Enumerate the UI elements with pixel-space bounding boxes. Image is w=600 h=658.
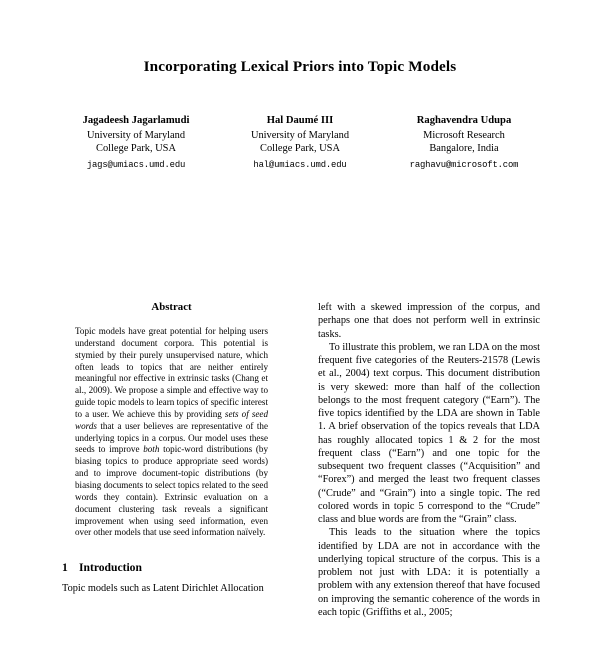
author-block-3 [382,114,546,172]
section-number: 1 [62,561,68,575]
abstract-part-2: that a user believes are representative of the underlying topics in a corpus. Our model uses these seeds to improve [75,420,268,455]
paper-page [0,58,600,658]
section-title: Introduction [79,561,142,575]
author-affiliation-line1: University of Maryland [86,129,186,141]
author-email[interactable]: jags@umiacs.umd.edu [86,159,186,170]
abstract-italic-seed-words: sets of seed words [75,408,268,431]
intro-paragraph-1: Topic models such as Latent Dirichlet Allocation [62,583,264,595]
author-email[interactable]: raghavu@microsoft.com [409,159,519,170]
abstract-part-3: topic-word distributions (by biasing topics to produce appropriate seed words) and to improve document-topic distributions (by biasing documents to select topics related to the seed words they contain). Extrinsic evaluation on a document clustering task reveals a significant improvement when using seed information, even over other models that use seed information naïvely. [75,444,268,538]
section-heading-introduction [62,561,281,575]
author-name: Hal Daumé III [266,115,334,127]
author-block-2 [218,114,382,172]
abstract-part-1: Topic models have great potential for helping users understand document corpora. This potential is stymied by their purely unsupervised nature, which often leads to topics that are neither entirely meaningful nor effective in extrinsic tasks (Chang et al., 2009). We propose a simple and effective way to guide topic models to learn topics of specific interest to a user. We achieve this by providing [75,326,268,419]
author-name: Raghavendra Udupa [416,115,512,127]
left-column [62,301,281,658]
abstract-italic-both: both [143,444,160,455]
right-paragraph-3: This leads to the situation where the topics identified by LDA are not in accordance with the underlying topical structure of the corpus. This is a problem not just with LDA: it is potentially a problem with any extension thereof that have focused on improving the semantic coherence of the words in each topic (Griffiths et al., 2005; [318,527,540,618]
author-email[interactable]: hal@umiacs.umd.edu [253,159,347,170]
right-paragraph-2: To illustrate this problem, we ran LDA on the most frequent five categories of the Reuters-21578 (Lewis et al., 2004) text corpus. This document distribution is very skewed: more than half of the collection belongs to the most frequent category (“Earn”). The five topics identified by the LDA are shown in Table 1. A brief observation of the topics reveals that LDA has roughly allocated topics 1 & 2 for the most frequent class (“Earn”) and one topic for the subsequent two frequent classes (“Acquisition” and “Forex”) and merged the least two frequent classes (“Crude” and “Grain”) into a single topic. The red colored words in topic 5 correspond to the “Crude” class and blue words are from the “Grain” class. [318,341,540,525]
author-affiliation-line2: Bangalore, India [429,143,499,155]
author-block-1 [54,114,218,172]
author-affiliation-line2: College Park, USA [260,143,340,155]
abstract-heading: Abstract [151,301,192,313]
author-affiliation-line2: College Park, USA [96,143,176,155]
author-affiliation-line1: University of Maryland [250,129,350,141]
right-column [318,301,540,658]
author-list [0,114,600,172]
body-columns [0,301,600,658]
author-affiliation-line1: Microsoft Research [423,129,505,141]
right-paragraph-continued: left with a skewed impression of the corpus, and perhaps one that does not perform well in extrinsic tasks. [318,302,540,340]
author-name: Jagadeesh Jagarlamudi [82,115,190,127]
page-title: Incorporating Lexical Priors into Topic Models [143,58,457,75]
abstract-text [75,326,268,539]
title-block [0,58,600,76]
abstract-section [62,301,281,539]
